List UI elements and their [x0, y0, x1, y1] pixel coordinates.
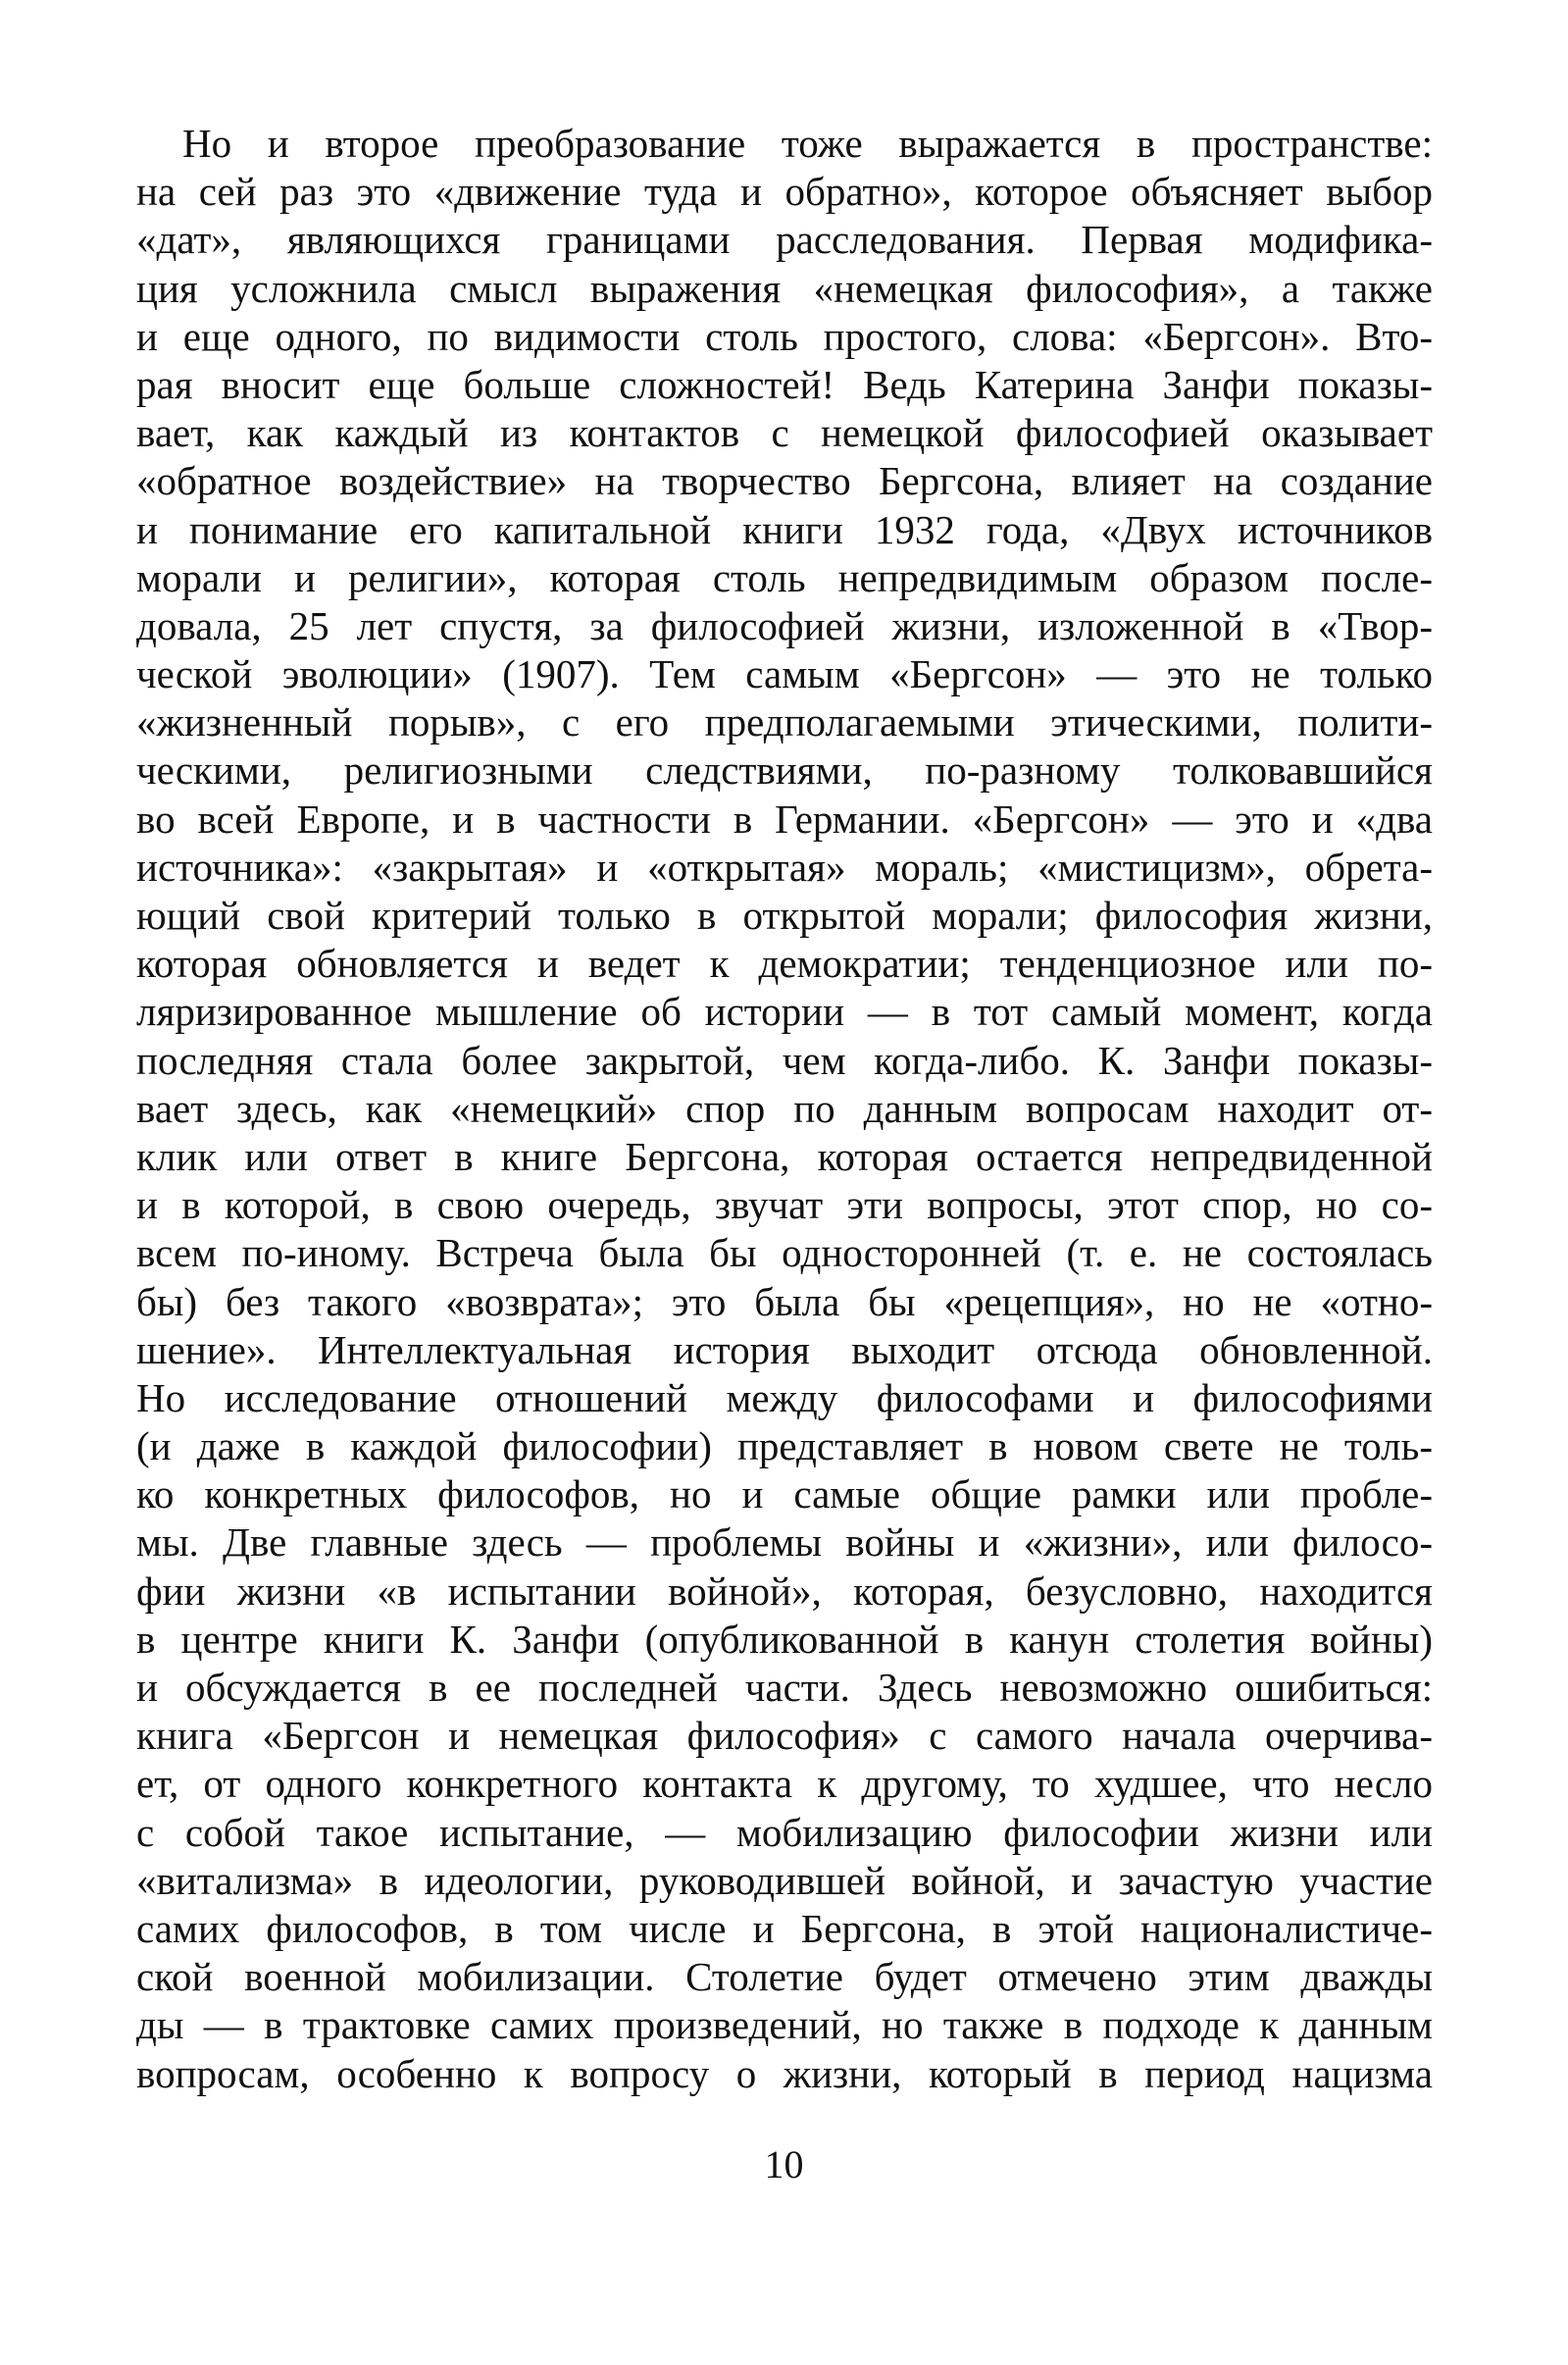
- text-line: бы) без такого «возврата»; это была бы «рецепция», но не «отно-: [136, 1278, 1433, 1324]
- text-line: и еще одного, по видимости столь простого, слова: «Бергсон». Вто-: [136, 313, 1433, 359]
- text-line: шение». Интеллектуальная история выходит отсюда обновленной.: [136, 1326, 1433, 1372]
- text-line: (и даже в каждой философии) представляет в новом свете не толь-: [136, 1423, 1433, 1469]
- text-line: с собой такое испытание, — мобилизацию философии жизни или: [136, 1809, 1433, 1855]
- text-line: ческой эволюции» (1907). Тем самым «Бергсон» — это не только: [136, 651, 1433, 697]
- text-line: морали и религии», которая столь непредвидимым образом после-: [136, 554, 1433, 600]
- text-line: последняя стала более закрытой, чем когда-либо. К. Занфи показы-: [136, 1037, 1433, 1083]
- text-line: ческими, религиозными следствиями, по-разному толковавшийся: [136, 747, 1433, 794]
- text-line: вопросам, особенно к вопросу о жизни, который в период нацизма: [136, 2050, 1433, 2096]
- text-line: клик или ответ в книге Бергсона, которая остается непредвиденной: [136, 1133, 1433, 1179]
- text-line: «витализма» в идеологии, руководившей войной, и зачастую участие: [136, 1857, 1433, 1903]
- text-line: «дат», являющихся границами расследования. Первая модифика-: [136, 217, 1433, 263]
- text-line: во всей Европе, и в частности в Германии. «Бергсон» — это и «два: [136, 796, 1433, 842]
- text-line: самих философов, в том числе и Бергсона, в этой националистиче-: [136, 1905, 1433, 1951]
- text-line: рая вносит еще больше сложностей! Ведь Катерина Занфи показы-: [136, 361, 1433, 407]
- text-line: вает, как каждый из контактов с немецкой философией оказывает: [136, 410, 1433, 456]
- text-line: источника»: «закрытая» и «открытая» мораль; «мистицизм», обрета-: [136, 844, 1433, 890]
- text-line: мы. Две главные здесь — проблемы войны и «жизни», или филосо-: [136, 1519, 1433, 1566]
- text-line: ющий свой критерий только в открытой морали; философия жизни,: [136, 893, 1433, 938]
- text-line: ет, от одного конкретного контакта к другому, то худшее, что несло: [136, 1761, 1433, 1807]
- page-number: 10: [764, 2142, 804, 2186]
- text-line: в центре книги К. Занфи (опубликованной в канун столетия войны): [136, 1616, 1433, 1662]
- text-line: книга «Бергсон и немецкая философия» с самого начала очерчива-: [136, 1713, 1433, 1759]
- text-line: «жизненный порыв», с его предполагаемыми этическими, полити-: [136, 699, 1433, 745]
- text-line: ция усложнила смысл выражения «немецкая философия», а также: [136, 265, 1433, 311]
- text-line: и обсуждается в ее последней части. Здесь невозможно ошибиться:: [136, 1665, 1433, 1710]
- text-line: вает здесь, как «немецкий» спор по данным вопросам находит от-: [136, 1085, 1433, 1131]
- text-line: которая обновляется и ведет к демократии; тенденциозное или по-: [136, 941, 1433, 987]
- text-line: Но и второе преобразование тоже выражается в пространстве:: [182, 121, 1433, 166]
- text-line: «обратное воздействие» на творчество Бергсона, влияет на создание: [136, 458, 1433, 504]
- text-line: на сей раз это «движение туда и обратно», которое объясняет выбор: [136, 169, 1433, 215]
- body-text: [136, 120, 1433, 2098]
- text-line: фии жизни «в испытании войной», которая, безусловно, находится: [136, 1568, 1433, 1614]
- text-line: ляризированное мышление об истории — в тот самый момент, когда: [136, 989, 1433, 1035]
- text-line: и понимание его капитальной книги 1932 года, «Двух источников: [136, 506, 1433, 552]
- text-line: ды — в трактовке самих произведений, но также в подходе к данным: [136, 2002, 1433, 2048]
- text-line: всем по-иному. Встреча была бы односторонней (т. е. не состоялась: [136, 1230, 1433, 1276]
- text-line: ской военной мобилизации. Столетие будет отмечено этим дважды: [136, 1954, 1433, 2000]
- text-line: довала, 25 лет спустя, за философией жизни, изложенной в «Твор-: [136, 602, 1433, 648]
- text-line: ко конкретных философов, но и самые общие рамки или пробле-: [136, 1471, 1433, 1517]
- text-line: и в которой, в свою очередь, звучат эти вопросы, этот спор, но со-: [136, 1182, 1433, 1228]
- text-line: Но исследование отношений между философами и философиями: [136, 1374, 1433, 1420]
